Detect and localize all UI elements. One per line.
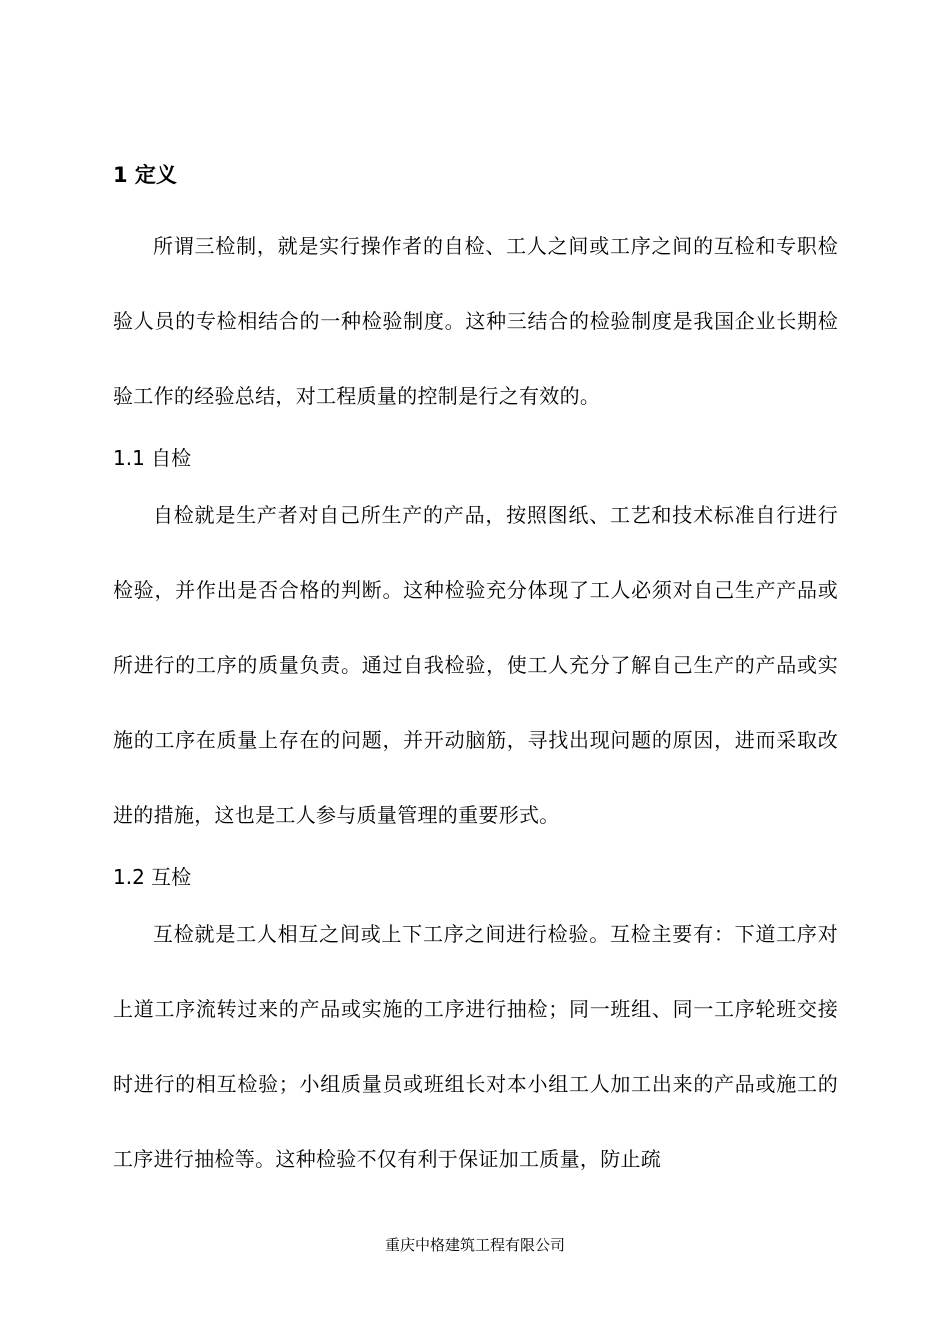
definition-paragraph: 所谓三检制，就是实行操作者的自检、工人之间或工序之间的互检和专职检验人员的专检相结合的一种检验制度。这种三结合的检验制度是我国企业长期检验工作的经验总结，对工程质量的控制是行之有效的。 (113, 234, 838, 408)
section-heading-mutual-inspection: 1.2 互检 (113, 865, 192, 889)
section-heading-definition: 1 定义 (113, 163, 177, 187)
section-heading-self-inspection: 1.1 自检 (113, 446, 192, 470)
mutual-inspection-paragraph: 互检就是工人相互之间或上下工序之间进行检验。互检主要有：下道工序对上道工序流转过来的产品或实施的工序进行抽检；同一班组、同一工序轮班交接时进行的相互检验；小组质量员或班组长对本小组工人加工出来的产品或施工的工序进行抽检等。这种检验不仅有利于保证加工质量，防止疏 (113, 922, 838, 1171)
document-body (113, 153, 838, 1197)
self-inspection-paragraph: 自检就是生产者对自己所生产的产品，按照图纸、工艺和技术标准自行进行检验，并作出是否合格的判断。这种检验充分体现了工人必须对自己生产产品或所进行的工序的质量负责。通过自我检验，使工人充分了解自己生产的产品或实施的工序在质量上存在的问题，并开动脑筋，寻找出现问题的原因，进而采取改进的措施，这也是工人参与质量管理的重要形式。 (113, 503, 838, 827)
page-footer: 重庆中格建筑工程有限公司 (384, 1236, 565, 1254)
